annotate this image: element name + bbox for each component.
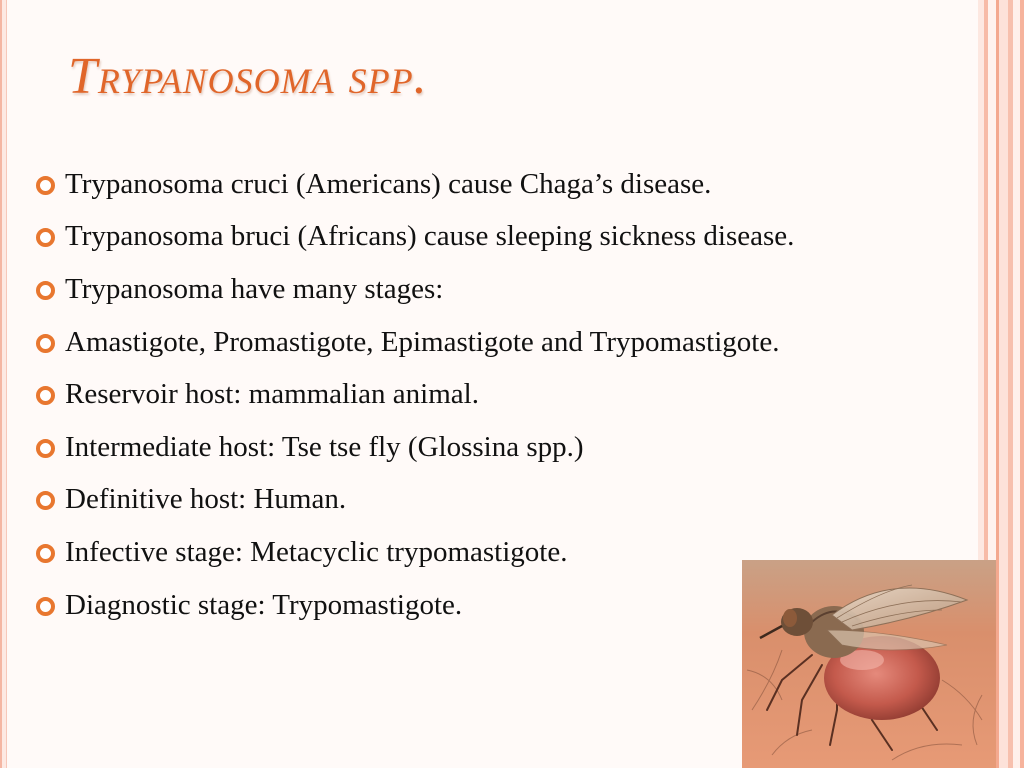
circle-bullet-icon (36, 386, 55, 405)
bullet-text: Trypanosoma have many stages: (65, 272, 444, 305)
circle-bullet-icon (36, 228, 55, 247)
bullet-item (36, 211, 1006, 264)
circle-bullet-icon (36, 176, 55, 195)
bullet-item (36, 158, 1006, 211)
bullet-text: Definitive host: Human. (65, 483, 347, 516)
bullet-text: Trypanosoma cruci (Americans) cause Chaga’s disease. (65, 167, 712, 200)
circle-bullet-icon (36, 281, 55, 300)
bullet-item (36, 368, 1006, 421)
bullet-text: Amastigote, Promastigote, Epimastigote and Trypomastigote. (65, 325, 780, 358)
circle-bullet-icon (36, 597, 55, 616)
bullet-item (36, 263, 1006, 316)
tsetse-fly-photo (742, 560, 996, 768)
left-border-decoration (0, 0, 9, 768)
slide-title: Trypanosoma spp. (68, 48, 428, 105)
circle-bullet-icon (36, 544, 55, 563)
circle-bullet-icon (36, 439, 55, 458)
bullet-text: Infective stage: Metacyclic trypomastigote. (65, 535, 568, 568)
bullet-text: Diagnostic stage: Trypomastigote. (65, 588, 463, 621)
bullet-text: Intermediate host: Tse tse fly (Glossina spp.) (65, 430, 584, 463)
circle-bullet-icon (36, 491, 55, 510)
bullet-item (36, 421, 1006, 474)
bullet-item (36, 316, 1006, 369)
bullet-text: Trypanosoma bruci (Africans) cause sleeping sickness disease. (65, 220, 795, 253)
bullet-item (36, 474, 1006, 527)
bullet-text: Reservoir host: mammalian animal. (65, 378, 479, 411)
circle-bullet-icon (36, 334, 55, 353)
